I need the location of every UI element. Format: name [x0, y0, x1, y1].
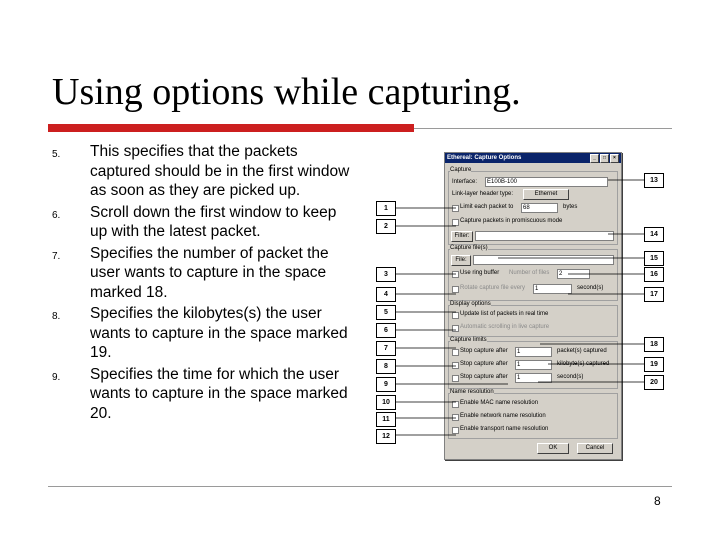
list-text: Specifies the time for which the user wants to capture in the space marked 20.: [90, 365, 348, 422]
list-number: 7.: [52, 250, 61, 262]
page-number: 8: [654, 494, 661, 508]
capture-files-label: Capture file(s): [450, 245, 488, 251]
display-options-label: Display options: [450, 301, 491, 307]
callout-4: 4: [376, 287, 396, 302]
stop-packets-input[interactable]: 1: [515, 347, 552, 357]
dialog-title: Ethereal: Capture Options: [447, 155, 522, 161]
callout-8: 8: [376, 359, 396, 374]
minimize-icon[interactable]: _: [590, 154, 599, 163]
callout-5: 5: [376, 305, 396, 320]
file-button[interactable]: File:: [451, 255, 471, 266]
list-text: Scroll down the first window to keep up with the latest packet.: [90, 203, 337, 240]
callout-18: 18: [644, 337, 664, 352]
list-number: 8.: [52, 311, 61, 322]
link-layer-select[interactable]: Ethernet: [523, 189, 569, 200]
list-item: [52, 142, 352, 201]
list-number: 6.: [52, 209, 61, 221]
list-text: This specifies that the packets captured should be in the first window as soon as they are picked up.: [90, 143, 350, 199]
list-item: [52, 244, 352, 303]
limit-packet-label: Limit each packet to: [460, 204, 514, 210]
stop-kb-label: Stop capture after: [460, 361, 508, 367]
callout-14: 14: [644, 227, 664, 242]
callout-13: 13: [644, 173, 664, 188]
callout-2: 2: [376, 219, 396, 234]
limit-packet-unit: bytes: [563, 204, 578, 210]
callout-12: 12: [376, 429, 396, 444]
cancel-button[interactable]: Cancel: [577, 443, 613, 454]
callout-6: 6: [376, 323, 396, 338]
promiscuous-label: Capture packets in promiscuous mode: [460, 218, 563, 224]
stop-time-unit: second(s): [557, 374, 584, 380]
stop-time-label: Stop capture after: [460, 374, 508, 380]
ring-buffer-label: Use ring buffer: [460, 270, 500, 276]
close-icon[interactable]: ×: [610, 154, 619, 163]
link-layer-label: Link-layer header type:: [452, 191, 514, 197]
list-item: [52, 365, 352, 424]
list-text: Specifies the kilobytes(s) the user wants to capture in the space marked 19.: [90, 305, 348, 361]
callout-16: 16: [644, 267, 664, 282]
callout-11: 11: [376, 412, 396, 427]
numbered-list: [52, 142, 352, 423]
callout-19: 19: [644, 357, 664, 372]
maximize-icon[interactable]: □: [600, 154, 609, 163]
autoscroll-label: Automatic scrolling in live capture: [460, 324, 550, 330]
ok-button[interactable]: OK: [537, 443, 569, 454]
list-text: Specifies the number of packet the user wants to capture in the space marked 18.: [90, 244, 329, 301]
stop-packets-label: Stop capture after: [460, 348, 508, 354]
stop-packets-unit: packet(s) captured: [557, 348, 607, 354]
title-accent-bar: [48, 124, 414, 132]
capture-group-label: Capture: [450, 167, 472, 173]
limit-packet-input[interactable]: 68: [521, 203, 558, 213]
rotate-label: Rotate capture file every: [460, 285, 526, 291]
callout-15: 15: [644, 251, 664, 266]
slide-title: Using options while capturing.: [52, 71, 521, 113]
interface-label: Interface:: [452, 179, 478, 185]
network-label: Enable network name resolution: [460, 413, 546, 419]
capture-limits-label: Capture limits: [450, 337, 487, 343]
callout-arrows: [368, 150, 674, 462]
rotate-input[interactable]: 1: [533, 284, 572, 294]
interface-select[interactable]: E100B-100: [485, 177, 608, 187]
num-files-label: Number of files: [509, 270, 550, 276]
callout-20: 20: [644, 375, 664, 390]
mac-label: Enable MAC name resolution: [460, 400, 539, 406]
callout-7: 7: [376, 341, 396, 356]
footer-divider: [48, 486, 672, 487]
num-files-input[interactable]: 2: [557, 269, 590, 279]
list-number: 5.: [52, 149, 61, 160]
name-resolution-label: Name resolution: [450, 389, 494, 395]
rotate-unit: second(s): [577, 285, 604, 291]
list-item: [52, 304, 352, 363]
transport-label: Enable transport name resolution: [460, 426, 549, 432]
list-item: [52, 203, 352, 242]
list-number: 9.: [52, 371, 61, 383]
update-list-label: Update list of packets in real time: [460, 311, 549, 317]
filter-button[interactable]: Filter:: [451, 231, 473, 242]
capture-options-screenshot: [368, 150, 674, 462]
stop-time-input[interactable]: 1: [515, 373, 552, 383]
stop-kb-unit: kilobyte(s) captured: [557, 361, 610, 367]
callout-9: 9: [376, 377, 396, 392]
callout-10: 10: [376, 395, 396, 410]
stop-kb-input[interactable]: 1: [515, 360, 552, 370]
callout-1: 1: [376, 201, 396, 216]
callout-17: 17: [644, 287, 664, 302]
callout-3: 3: [376, 267, 396, 282]
